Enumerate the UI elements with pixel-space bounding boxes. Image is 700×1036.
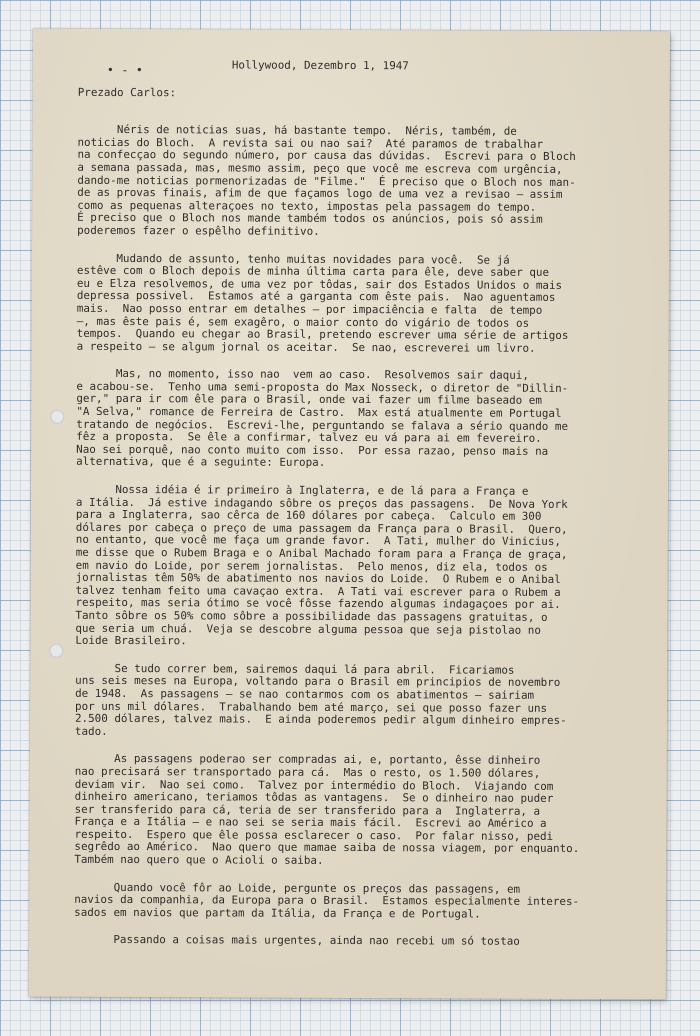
text-line: navios da companhia, da Europa para o Brasil. Estamos especialmente interes- [74, 893, 580, 909]
text-line: As passagens poderao ser compradas ai, e, portanto, êsse dinheiro [74, 752, 541, 768]
text-line: Nossa idéia é ir primeiro à Inglaterra, e de lá para a França e [75, 482, 529, 498]
punch-hole [50, 410, 64, 424]
text-line: nao precisará ser transportado para cá. Mas o resto, os 1.500 dólares, [74, 764, 541, 780]
punch-hole [49, 644, 63, 658]
text-line: respeito, mas seria ótimo se você fôsse fazendo algumas indagaçoes por ai. [75, 596, 561, 612]
text-line: respeito. Espero que êle possa esclarecer o caso. Por falar nisso, pedi [74, 827, 554, 843]
text-line: Tanto sôbre os 50% como sôbre a possibilidade das passagens gratuitas, o [75, 608, 548, 624]
text-line: ger," para ir com êle para o Brasil, onde vai fazer um filme baseado em [76, 392, 542, 408]
letter-sheet [29, 29, 670, 1000]
text-line: a Itália. Já estive indagando sôbre os preços das passagens. De Nova York [75, 495, 568, 511]
text-line: de 1948. As passagens — se nao contarmos com os abatimentos — sairiam [75, 686, 535, 702]
text-line: Também nao quero que o Acioli o saiba. [74, 852, 324, 867]
text-line: noticias do Bloch. A revista sai ou nao sai? Até paramos de trabalhar [77, 135, 544, 151]
text-line: que seria um chuá. Veja se descobre alguma pessoa que seja pistolao no [75, 621, 541, 637]
text-line: estêve com o Bloch depois de minha última carta para êle, deve saber que [76, 263, 550, 279]
text-line: fêz a proposta. Se êle a confirmar, talvez eu vá para ai em fevereiro. [76, 430, 542, 446]
text-line: a respeito — se algum jornal os aceitar. Se nao, escreverei um livro. [76, 339, 536, 355]
paragraph [74, 934, 654, 949]
text-line: como as pequenas alteraçoes no texto, impostas pela passagem do tempo. [77, 198, 537, 214]
text-line: 2.500 dólares, talvez mais. E ainda poderemos pedir algum dinheiro empres- [74, 711, 567, 728]
text-line: no entanto, que você me faça um grande favor. A Tati, mulher do Vinicius, [75, 533, 562, 549]
paragraph [76, 368, 656, 471]
paragraph [74, 881, 654, 921]
text-line: para a Inglaterra, sao cêrca de 160 dólares por cabeça. Calculo em 300 [75, 508, 542, 524]
paragraph [77, 124, 657, 240]
text-line: Quando você fôr ao Loide, pergunte os preços das passagens, em [74, 880, 521, 896]
text-line: poderemos fazer o espêlho definitivo. [77, 223, 320, 238]
typed-marks: • - • [106, 62, 143, 78]
text-line: Mudando de assunto, tenho muitas novidades para você. Se já [76, 251, 510, 267]
text-line: —, mas êste pais é, sem exagêro, o maior conto do vigário de todos os [76, 314, 530, 330]
text-line: França e a Itália — e nao sei se seria mais fácil. Escrevi ao Américo a [74, 815, 547, 831]
text-line: talvez tenham feito uma cavaçao extra. A Tati vai escrever para o Rubem a [75, 583, 561, 599]
paragraph [75, 484, 656, 650]
text-line: por uns mil dólares. Trabalhando bem até março, sei que posso fazer uns [75, 699, 548, 715]
text-line: tratando de negócios. Escrevi-lhe, perguntando se falava a sério quando me [76, 417, 569, 433]
text-line: tado. [74, 724, 108, 738]
paragraph [74, 753, 654, 869]
text-line: a semana passada, mas, mesmo assim, peço que você me escreva com urgência, [77, 160, 563, 176]
text-line: Passando a coisas mais urgentes, ainda nao recebi um só tostao [73, 933, 520, 949]
text-line: dólares por cabeça o preço de uma passagem da França para o Brasil. Quero, [75, 520, 568, 536]
text-line: segrêdo ao Américo. Nao quero que mamae saiba de nossa viagem, por enquanto. [74, 840, 580, 856]
text-line: Néris de noticias suas, há bastante tempo. Néris, também, de [77, 122, 517, 138]
text-line: me disse que o Rubem Braga e o Anibal Machado foram para a França de graça, [75, 545, 568, 561]
salutation: Prezado Carlos: [77, 85, 177, 99]
text-line: "A Selva," romance de Ferreira de Castro. Max está atualmente em Portugal [76, 404, 562, 420]
dateline: Hollywood, Dezembro 1, 1947 [231, 58, 409, 73]
text-line: Mas, no momento, isso nao vem ao caso. Resolvemos sair daqui, [76, 367, 529, 383]
paragraph [75, 663, 655, 741]
text-line: jornalistas têm 50% de abatimento nos navios do Loide. O Rubem e o Anibal [75, 570, 561, 587]
text-line: É preciso que o Bloch nos mande também todos os anúncios, pois só assim [77, 211, 543, 227]
text-line: sados em navios que partam da Itália, da França e de Portugal. [74, 905, 481, 921]
text-line: ser transferido para cá, teria de ser transferido para a Inglaterra, a [74, 802, 541, 818]
text-line: alternativa, que é a seguinte: Europa. [76, 455, 326, 470]
text-line: em navio do Loide, por serem jornalistas. Pelo menos, diz ela, todos os [75, 558, 548, 574]
letter-body [74, 59, 658, 965]
text-line: na confecçao do segundo número, por causa das dúvidas. Escrevi para o Bloch [77, 148, 576, 164]
text-line: Nao sei porquê, nao conto muito com isso. Por essa razao, penso mais na [76, 442, 549, 458]
text-line: tempos. Quando eu chegar ao Brasil, pretendo escrever uma série de artigos [76, 326, 569, 343]
text-line: uns seis meses na Europa, voltando para o Brasil em principios de novembro [75, 674, 561, 690]
paragraph [77, 252, 657, 355]
text-line: depressa possivel. Estamos até a garganta com êste pais. Nao aguentamos [76, 289, 556, 305]
text-line: dando-me noticias pormenorizadas de "Filme." É preciso que o Bloch nos man- [77, 173, 576, 189]
text-line: mais. Nao posso entrar em detalhes — por impaciência e falta de tempo [76, 301, 543, 317]
text-line: eu e Elza resolvemos, de uma vez por tôdas, sair dos Estados Unidos o mais [76, 276, 563, 292]
text-line: deviam vir. Nao sei como. Talvez por intermédio do Bloch. Viajando com [74, 777, 554, 793]
text-line: de as provas finais, afim de que façamos logo de uma vez a revisao — assim [77, 185, 563, 202]
text-line: Se tudo correr bem, sairemos daqui lá para abril. Ficariamos [75, 661, 515, 677]
text-line: e acabou-se. Tenho uma semi-proposta do Max Nosseck, o diretor de "Dillin- [76, 379, 569, 395]
text-line: dinheiro americano, teriamos tôdas as vantagens. Se o dinheiro nao puder [74, 789, 554, 805]
text-line: Loide Brasileiro. [75, 633, 187, 648]
letter-paragraphs [74, 124, 658, 949]
